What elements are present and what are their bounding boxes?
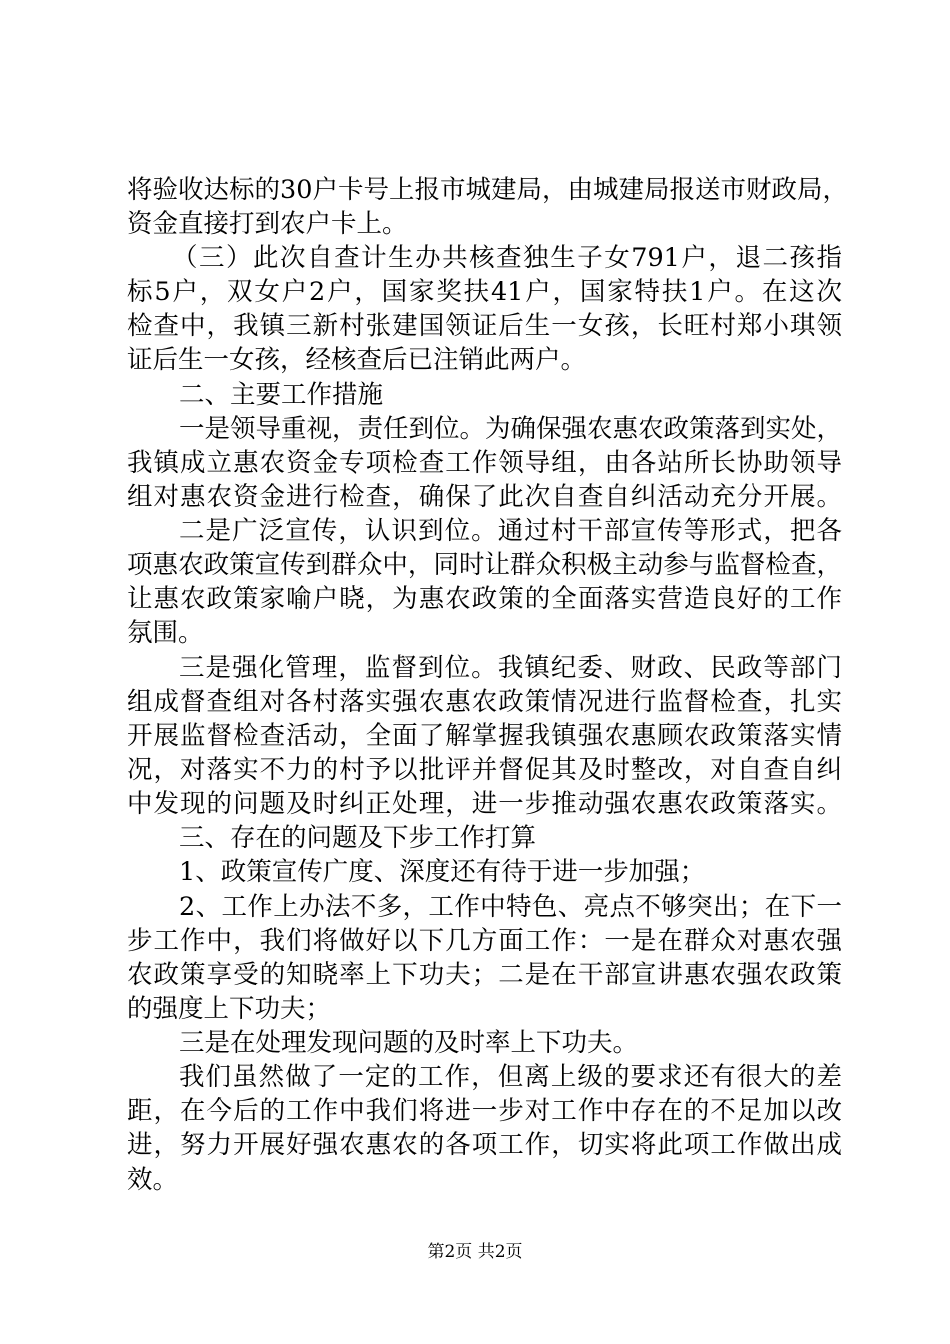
text-line: 三是在处理发现问题的及时率上下功夫。 — [179, 1028, 639, 1058]
section-heading: 三、存在的问题及下步工作打算 — [179, 823, 537, 853]
text-line: 1、政策宣传广度、深度还有待于进一步加强； — [179, 857, 706, 887]
text-line: 项惠农政策宣传到群众中，同时让群众积极主动参与监督检查， — [127, 550, 842, 580]
text-line: 中发现的问题及时纠正处理，进一步推动强农惠农政策落实。 — [127, 789, 842, 819]
text-line: 2、工作上办法不多，工作中特色、亮点不够突出；在下一 — [179, 892, 842, 922]
text-line: 组对惠农资金进行检查，确保了此次自查自纠活动充分开展。 — [127, 482, 842, 512]
text-line: 进，努力开展好强农惠农的各项工作，切实将此项工作做出成 — [127, 1130, 842, 1160]
text-line: 二是广泛宣传，认识到位。通过村干部宣传等形式，把各 — [179, 516, 842, 546]
page-footer: 第2页 共2页 — [427, 1242, 523, 1262]
text-line: （三）此次自查计生办共核查独生子女791户，退二孩指 — [172, 243, 842, 273]
text-line: 将验收达标的30户卡号上报市城建局，由城建局报送市财政局， — [127, 175, 848, 205]
text-line: 标5户，双女户2户，国家奖扶41户，国家特扶1户。在这次 — [127, 277, 842, 307]
text-line: 组成督查组对各村落实强农惠农政策情况进行监督检查，扎实 — [127, 687, 842, 717]
text-line: 开展监督检查活动，全面了解掌握我镇强农惠顾农政策落实情 — [127, 721, 842, 751]
text-line: 我镇成立惠农资金专项检查工作领导组，由各站所长协助领导 — [127, 448, 842, 478]
text-line: 效。 — [127, 1165, 179, 1195]
text-line: 农政策享受的知晓率上下功夫；二是在干部宣讲惠农强农政策 — [127, 960, 842, 990]
text-line: 的强度上下功夫； — [127, 994, 332, 1024]
text-line: 一是领导重视，责任到位。为确保强农惠农政策落到实处， — [179, 414, 843, 444]
text-line: 我们虽然做了一定的工作，但离上级的要求还有很大的差 — [179, 1062, 842, 1092]
text-line: 氛围。 — [127, 618, 204, 648]
text-line: 让惠农政策家喻户晓，为惠农政策的全面落实营造良好的工作 — [127, 584, 842, 614]
text-line: 况，对落实不力的村予以批评并督促其及时整改，对自查自纠 — [127, 755, 842, 785]
text-line: 检查中，我镇三新村张建国领证后生一女孩，长旺村郑小琪领 — [127, 311, 842, 341]
text-line: 距，在今后的工作中我们将进一步对工作中存在的不足加以改 — [127, 1096, 842, 1126]
section-heading: 二、主要工作措施 — [179, 380, 384, 410]
text-line: 证后生一女孩，经核查后已注销此两户。 — [127, 345, 587, 375]
text-line: 步工作中，我们将做好以下几方面工作：一是在群众对惠农强 — [127, 926, 842, 956]
text-line: 三是强化管理，监督到位。我镇纪委、财政、民政等部门 — [179, 653, 842, 683]
text-line: 资金直接打到农户卡上。 — [127, 209, 408, 239]
